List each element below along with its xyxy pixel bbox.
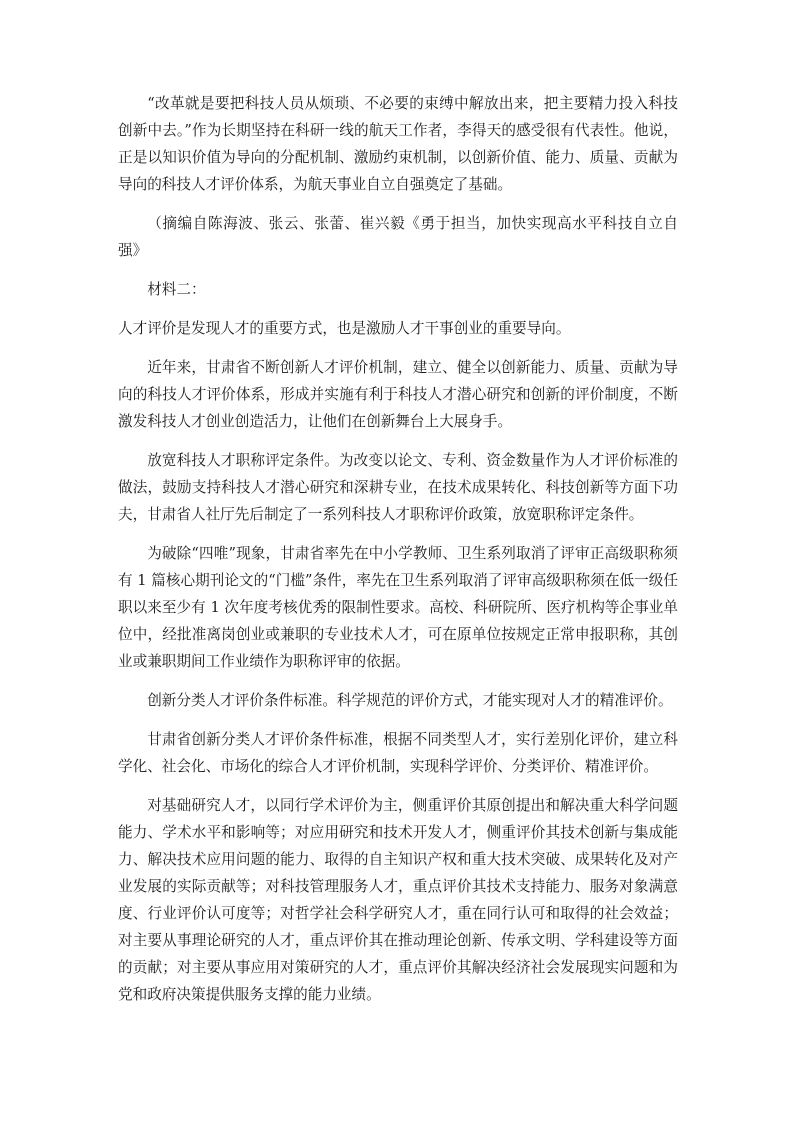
paragraph-reform-quote: “改革就是要把科技人员从烦琐、不必要的束缚中解放出来，把主要精力投入科技创新中去。”作为长期坚持在科研一线的航天工作者，李得天的感受很有代表性。他说，正是以知识价值为导向的分配机制、激励约束机制，以创新价值、能力、质量、贡献为导向的科技人才评价体系，为航天事业自立自强奠定了基础。 (118, 95, 678, 193)
paragraph-break-four-only: 为破除“四唯”现象，甘肃省率先在中小学教师、卫生系列取消了评审正高级职称须有 1 篇核心期刊论文的“门槛”条件，率先在卫生系列取消了评审高级职称须在低一级任职以来至少有 1 次年度考核优秀的限制性要求。高校、科研院所、医疗机构等企事业单位中，经批准离岗创业或兼职的专业技术人才，可在原单位按规定正常申报职称，其创业或兼职期间工作业绩作为职称评审的依据。 (118, 545, 678, 670)
paragraph-relax-title-conditions: 放宽科技人才职称评定条件。为改变以论文、专利、资金数量作为人才评价标准的做法，鼓励支持科技人才潜心研究和深耕专业，在技术成果转化、科技创新等方面下功夫，甘肃省人社厅先后制定了一系列科技人才职称评价政策，放宽职称评定条件。 (118, 452, 678, 523)
paragraph-classified-standards: 创新分类人才评价条件标准。科学规范的评价方式，才能实现对人才的精准评价。 (147, 692, 673, 709)
paragraph-differentiated-evaluation: 甘肃省创新分类人才评价条件标准，根据不同类型人才，实行差别化评价，建立科学化、社会化、市场化的综合人才评价机制，实现科学评价、分类评价、精准评价。 (118, 731, 678, 775)
source-citation: （摘编自陈海波、张云、张蕾、崔兴毅《勇于担当，加快实现高水平科技自立自强》 (118, 215, 678, 259)
paragraph-talent-categories: 对基础研究人才，以同行学术评价为主，侧重评价其原创提出和解决重大科学问题能力、学术水平和影响等；对应用研究和技术开发人才，侧重评价其技术创新与集成能力、解决技术应用问题的能力、取得的自主知识产权和重大技术突破、成果转化及对产业发展的实际贡献等；对科技管理服务人才，重点评价其技术支持能力、服务对象满意度、行业评价认可度等；对哲学社会科学研究人才，重在同行认可和取得的社会效益；对主要从事理论研究的人才，重点评价其在推动理论创新、传承文明、学科建设等方面的贡献；对主要从事应用对策研究的人才，重点评价其解决经济社会发展现实问题和为党和政府决策提供服务支撑的能力业绩。 (118, 797, 678, 1003)
section-heading-material-two: 材料二： (147, 281, 206, 298)
paragraph-talent-evaluation-intro: 人才评价是发现人才的重要方式，也是激励人才干事创业的重要导向。 (118, 320, 571, 337)
document-body (118, 90, 678, 1020)
paragraph-gansu-mechanism: 近年来，甘肃省不断创新人才评价机制，建立、健全以创新能力、质量、贡献为导向的科技人才评价体系，形成并实施有利于科技人才潜心研究和创新的评价制度，不断激发科技人才创业创造活力，让他们在创新舞台上大展身手。 (118, 359, 678, 430)
